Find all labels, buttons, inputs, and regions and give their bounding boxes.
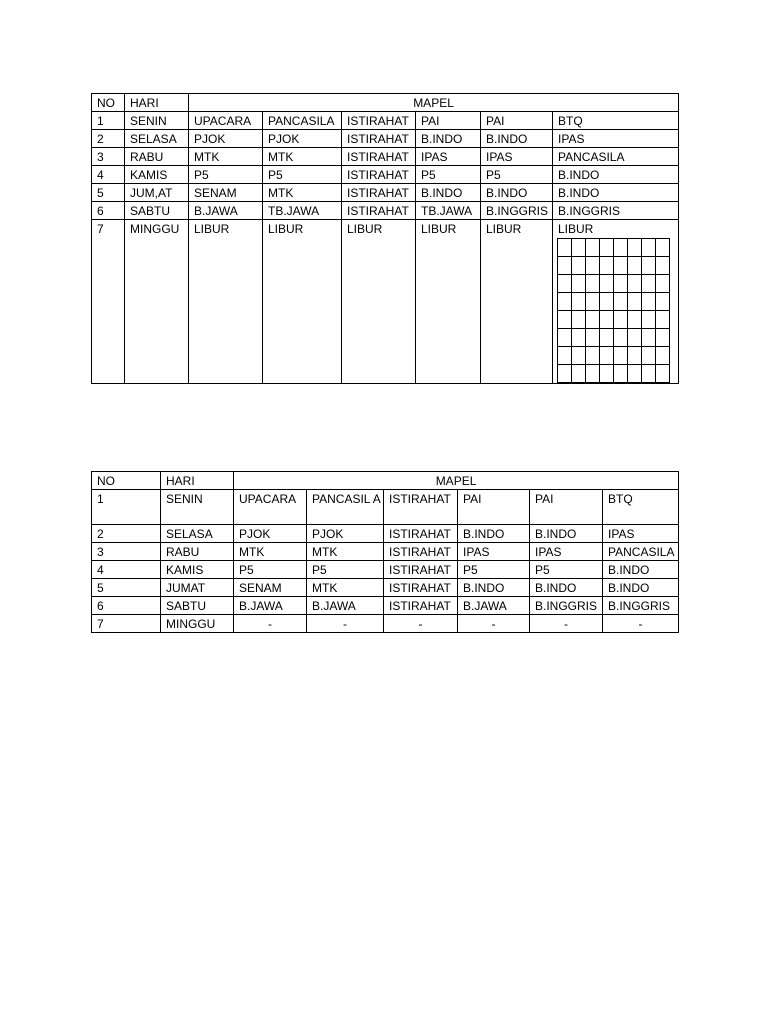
grid-cell bbox=[656, 257, 670, 275]
mapel-cell: PAI bbox=[530, 490, 603, 525]
grid-cell bbox=[656, 239, 670, 257]
row-no: 7 bbox=[92, 220, 125, 384]
row-no: 1 bbox=[92, 112, 125, 130]
row-no: 6 bbox=[92, 202, 125, 220]
row-no: 3 bbox=[92, 148, 125, 166]
grid-cell bbox=[656, 347, 670, 365]
mapel-cell: ISTIRAHAT bbox=[384, 490, 458, 525]
mapel-cell: ISTIRAHAT bbox=[384, 597, 458, 615]
mapel-cell: P5 bbox=[307, 561, 384, 579]
row-hari: SELASA bbox=[125, 130, 189, 148]
grid-cell bbox=[600, 311, 614, 329]
mapel-cell: PANCASILA bbox=[263, 112, 342, 130]
table-row bbox=[92, 202, 679, 220]
mapel-cell: LIBUR bbox=[189, 220, 263, 384]
mapel-cell: P5 bbox=[481, 166, 553, 184]
grid-cell bbox=[656, 275, 670, 293]
row-no: 6 bbox=[92, 597, 161, 615]
grid-cell bbox=[642, 347, 656, 365]
row-no: 7 bbox=[92, 615, 161, 633]
grid-cell bbox=[628, 275, 642, 293]
mapel-cell: LIBUR bbox=[263, 220, 342, 384]
header-hari: HARI bbox=[161, 472, 234, 490]
grid-cell bbox=[558, 239, 572, 257]
grid-cell bbox=[614, 239, 628, 257]
mapel-cell: ISTIRAHAT bbox=[384, 543, 458, 561]
mapel-cell: - bbox=[384, 615, 458, 633]
mapel-cell: B.INGGRIS bbox=[481, 202, 553, 220]
mapel-cell: B.INDO bbox=[603, 579, 679, 597]
grid-cell bbox=[558, 311, 572, 329]
row-no: 4 bbox=[92, 166, 125, 184]
table-row bbox=[92, 184, 679, 202]
row-no: 2 bbox=[92, 525, 161, 543]
mapel-cell: UPACARA bbox=[234, 490, 307, 525]
grid-cell bbox=[628, 239, 642, 257]
header-no: NO bbox=[92, 472, 161, 490]
mapel-cell: MTK bbox=[307, 543, 384, 561]
mapel-cell: IPAS bbox=[481, 148, 553, 166]
table-row bbox=[92, 597, 679, 615]
grid-cell bbox=[586, 365, 600, 383]
mapel-cell: PAI bbox=[416, 112, 481, 130]
table-header-row bbox=[92, 94, 679, 112]
mapel-cell: ISTIRAHAT bbox=[384, 561, 458, 579]
grid-cell bbox=[600, 329, 614, 347]
grid-cell bbox=[614, 347, 628, 365]
mapel-cell: B.INDO bbox=[481, 184, 553, 202]
mapel-cell: ISTIRAHAT bbox=[342, 166, 416, 184]
mapel-cell: B.INGGRIS bbox=[603, 597, 679, 615]
row-no: 5 bbox=[92, 184, 125, 202]
grid-cell bbox=[656, 329, 670, 347]
row-hari: JUMAT bbox=[161, 579, 234, 597]
grid-cell bbox=[628, 293, 642, 311]
table-row bbox=[92, 220, 679, 384]
grid-cell bbox=[628, 329, 642, 347]
grid-cell bbox=[642, 275, 656, 293]
grid-cell bbox=[656, 311, 670, 329]
mapel-cell: PJOK bbox=[263, 130, 342, 148]
mapel-cell: MTK bbox=[263, 184, 342, 202]
mapel-cell: P5 bbox=[458, 561, 530, 579]
grid-cell bbox=[586, 311, 600, 329]
mapel-cell: PAI bbox=[481, 112, 553, 130]
row-hari: SABTU bbox=[161, 597, 234, 615]
mapel-cell: ISTIRAHAT bbox=[342, 202, 416, 220]
table-row bbox=[92, 615, 679, 633]
mapel-cell: ISTIRAHAT bbox=[342, 130, 416, 148]
grid-cell bbox=[586, 293, 600, 311]
mapel-cell: P5 bbox=[263, 166, 342, 184]
grid-cell bbox=[600, 257, 614, 275]
mapel-cell: PJOK bbox=[234, 525, 307, 543]
mapel-cell: TB.JAWA bbox=[263, 202, 342, 220]
grid-cell bbox=[600, 239, 614, 257]
row-hari: SENIN bbox=[161, 490, 234, 525]
grid-cell bbox=[614, 275, 628, 293]
mapel-cell: PAI bbox=[458, 490, 530, 525]
grid-cell bbox=[558, 293, 572, 311]
grid-cell bbox=[572, 329, 586, 347]
mapel-cell: LIBUR bbox=[342, 220, 416, 384]
mapel-cell: - bbox=[603, 615, 679, 633]
table-row bbox=[92, 148, 679, 166]
row-hari: MINGGU bbox=[125, 220, 189, 384]
grid-cell bbox=[572, 311, 586, 329]
row-no: 4 bbox=[92, 561, 161, 579]
grid-cell bbox=[614, 293, 628, 311]
mapel-cell: PJOK bbox=[189, 130, 263, 148]
grid-cell bbox=[642, 365, 656, 383]
mapel-cell: PANCASIL A bbox=[307, 490, 384, 525]
grid-cell bbox=[614, 311, 628, 329]
grid-cell bbox=[586, 329, 600, 347]
mapel-cell: MTK bbox=[307, 579, 384, 597]
row-hari: KAMIS bbox=[161, 561, 234, 579]
mapel-cell: ISTIRAHAT bbox=[384, 579, 458, 597]
mapel-cell-label: LIBUR bbox=[558, 222, 594, 236]
mapel-cell: P5 bbox=[189, 166, 263, 184]
grid-cell bbox=[642, 311, 656, 329]
mapel-cell: B.INDO bbox=[553, 166, 679, 184]
grid-cell bbox=[642, 293, 656, 311]
table-header-row bbox=[92, 472, 679, 490]
grid-cell bbox=[586, 257, 600, 275]
mapel-cell: IPAS bbox=[603, 525, 679, 543]
grid-cell bbox=[614, 365, 628, 383]
mapel-cell: IPAS bbox=[553, 130, 679, 148]
row-hari: SELASA bbox=[161, 525, 234, 543]
mapel-cell: B.INGGRIS bbox=[553, 202, 679, 220]
grid-cell bbox=[586, 239, 600, 257]
grid-cell bbox=[558, 275, 572, 293]
header-mapel: MAPEL bbox=[189, 94, 679, 112]
schedule-table-1 bbox=[91, 93, 679, 384]
grid-cell bbox=[558, 347, 572, 365]
grid-cell bbox=[656, 365, 670, 383]
table-row bbox=[92, 112, 679, 130]
grid-cell bbox=[600, 275, 614, 293]
mapel-cell: - bbox=[307, 615, 384, 633]
table-row bbox=[92, 166, 679, 184]
mapel-cell: B.INDO bbox=[458, 579, 530, 597]
mapel-cell: BTQ bbox=[603, 490, 679, 525]
table-row bbox=[92, 490, 679, 525]
grid-cell bbox=[614, 257, 628, 275]
row-hari: KAMIS bbox=[125, 166, 189, 184]
table-row bbox=[92, 579, 679, 597]
grid-cell bbox=[558, 257, 572, 275]
mapel-cell: BTQ bbox=[553, 112, 679, 130]
row-no: 5 bbox=[92, 579, 161, 597]
grid-cell bbox=[642, 257, 656, 275]
table-row bbox=[92, 525, 679, 543]
mapel-cell: B.INDO bbox=[458, 525, 530, 543]
row-hari: JUM,AT bbox=[125, 184, 189, 202]
mapel-cell: LIBUR bbox=[416, 220, 481, 384]
grid-cell bbox=[572, 347, 586, 365]
grid-cell bbox=[572, 275, 586, 293]
mapel-cell: B.INDO bbox=[603, 561, 679, 579]
grid-cell bbox=[628, 257, 642, 275]
table-row bbox=[92, 561, 679, 579]
grid-cell bbox=[642, 239, 656, 257]
row-no: 1 bbox=[92, 490, 161, 525]
mapel-cell: B.INDO bbox=[530, 525, 603, 543]
grid-cell bbox=[572, 365, 586, 383]
grid-cell bbox=[572, 293, 586, 311]
mapel-cell: B.INDO bbox=[416, 184, 481, 202]
mapel-cell: UPACARA bbox=[189, 112, 263, 130]
empty-grid bbox=[557, 238, 670, 383]
mapel-cell: B.INGGRIS bbox=[530, 597, 603, 615]
grid-cell bbox=[628, 365, 642, 383]
row-no: 2 bbox=[92, 130, 125, 148]
mapel-cell: PANCASILA bbox=[603, 543, 679, 561]
header-mapel: MAPEL bbox=[234, 472, 679, 490]
grid-cell bbox=[600, 347, 614, 365]
grid-cell bbox=[642, 329, 656, 347]
row-hari: RABU bbox=[125, 148, 189, 166]
row-no: 3 bbox=[92, 543, 161, 561]
grid-cell bbox=[558, 365, 572, 383]
grid-cell bbox=[586, 275, 600, 293]
mapel-cell: IPAS bbox=[458, 543, 530, 561]
mapel-cell-with-grid bbox=[553, 220, 679, 384]
mapel-cell: IPAS bbox=[530, 543, 603, 561]
mapel-cell: B.JAWA bbox=[307, 597, 384, 615]
mapel-cell: PANCASILA bbox=[553, 148, 679, 166]
mapel-cell: ISTIRAHAT bbox=[342, 112, 416, 130]
mapel-cell: - bbox=[458, 615, 530, 633]
mapel-cell: TB.JAWA bbox=[416, 202, 481, 220]
grid-cell bbox=[600, 293, 614, 311]
mapel-cell: ISTIRAHAT bbox=[342, 184, 416, 202]
mapel-cell: ISTIRAHAT bbox=[342, 148, 416, 166]
mapel-cell: MTK bbox=[263, 148, 342, 166]
grid-cell bbox=[614, 329, 628, 347]
mapel-cell: MTK bbox=[189, 148, 263, 166]
header-no: NO bbox=[92, 94, 125, 112]
grid-cell bbox=[586, 347, 600, 365]
mapel-cell: SENAM bbox=[234, 579, 307, 597]
mapel-cell: LIBUR bbox=[481, 220, 553, 384]
mapel-cell: B.INDO bbox=[553, 184, 679, 202]
mapel-cell: B.INDO bbox=[416, 130, 481, 148]
mapel-cell: MTK bbox=[234, 543, 307, 561]
mapel-cell: P5 bbox=[530, 561, 603, 579]
row-hari: SENIN bbox=[125, 112, 189, 130]
grid-cell bbox=[628, 311, 642, 329]
grid-cell bbox=[558, 329, 572, 347]
mapel-cell: B.JAWA bbox=[458, 597, 530, 615]
row-hari: SABTU bbox=[125, 202, 189, 220]
row-hari: RABU bbox=[161, 543, 234, 561]
header-hari: HARI bbox=[125, 94, 189, 112]
table-row bbox=[92, 543, 679, 561]
grid-cell bbox=[600, 365, 614, 383]
schedule-table-2 bbox=[91, 471, 679, 633]
grid-cell bbox=[628, 347, 642, 365]
mapel-cell: P5 bbox=[416, 166, 481, 184]
mapel-cell: ISTIRAHAT bbox=[384, 525, 458, 543]
mapel-cell: B.JAWA bbox=[189, 202, 263, 220]
mapel-cell: - bbox=[234, 615, 307, 633]
table-row bbox=[92, 130, 679, 148]
row-hari: MINGGU bbox=[161, 615, 234, 633]
mapel-cell: B.INDO bbox=[530, 579, 603, 597]
grid-cell bbox=[572, 239, 586, 257]
mapel-cell: - bbox=[530, 615, 603, 633]
mapel-cell: B.JAWA bbox=[234, 597, 307, 615]
grid-cell bbox=[572, 257, 586, 275]
mapel-cell: IPAS bbox=[416, 148, 481, 166]
grid-cell bbox=[656, 293, 670, 311]
mapel-cell: SENAM bbox=[189, 184, 263, 202]
mapel-cell: P5 bbox=[234, 561, 307, 579]
mapel-cell: B.INDO bbox=[481, 130, 553, 148]
mapel-cell: PJOK bbox=[307, 525, 384, 543]
